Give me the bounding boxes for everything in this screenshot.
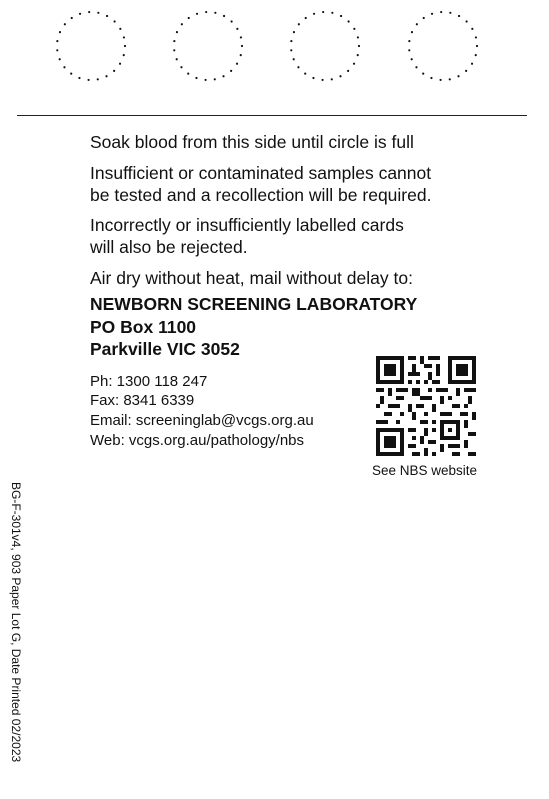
form-code-vertical: BG-F-301v4, 903 Paper Lot G, Date Printed 02/2023 bbox=[9, 482, 23, 763]
email-address: Email: screeninglab@vcgs.org.au bbox=[90, 412, 314, 429]
blood-spot-circle-2 bbox=[172, 10, 244, 82]
blood-spot-circles bbox=[55, 10, 480, 84]
phone-number: Ph: 1300 118 247 bbox=[90, 373, 208, 390]
blood-spot-circle-3 bbox=[289, 10, 361, 82]
qr-code bbox=[376, 356, 476, 456]
city-postcode: Parkville VIC 3052 bbox=[90, 339, 240, 359]
lab-name: NEWBORN SCREENING LABORATORY bbox=[90, 294, 418, 314]
soak-instruction: Soak blood from this side until circle is full bbox=[90, 132, 414, 152]
website-url: Web: vcgs.org.au/pathology/nbs bbox=[90, 432, 305, 449]
blood-spot-circle-4 bbox=[407, 10, 479, 82]
insufficient-sample-warning-line-1: Insufficient or contaminated samples cannot bbox=[90, 163, 432, 183]
po-box: PO Box 1100 bbox=[90, 317, 197, 337]
labelling-warning-line-1: Incorrectly or insufficiently labelled cards bbox=[90, 215, 404, 235]
qr-caption: See NBS website bbox=[372, 463, 478, 478]
labelling-warning-line-2: will also be rejected. bbox=[90, 237, 248, 257]
insufficient-sample-warning-line-2: be tested and a recollection will be required. bbox=[90, 185, 432, 205]
fax-number: Fax: 8341 6339 bbox=[90, 392, 195, 409]
divider-line bbox=[17, 115, 527, 116]
blood-spot-circle-1 bbox=[55, 10, 127, 82]
mail-instruction: Air dry without heat, mail without delay to: bbox=[90, 268, 413, 288]
